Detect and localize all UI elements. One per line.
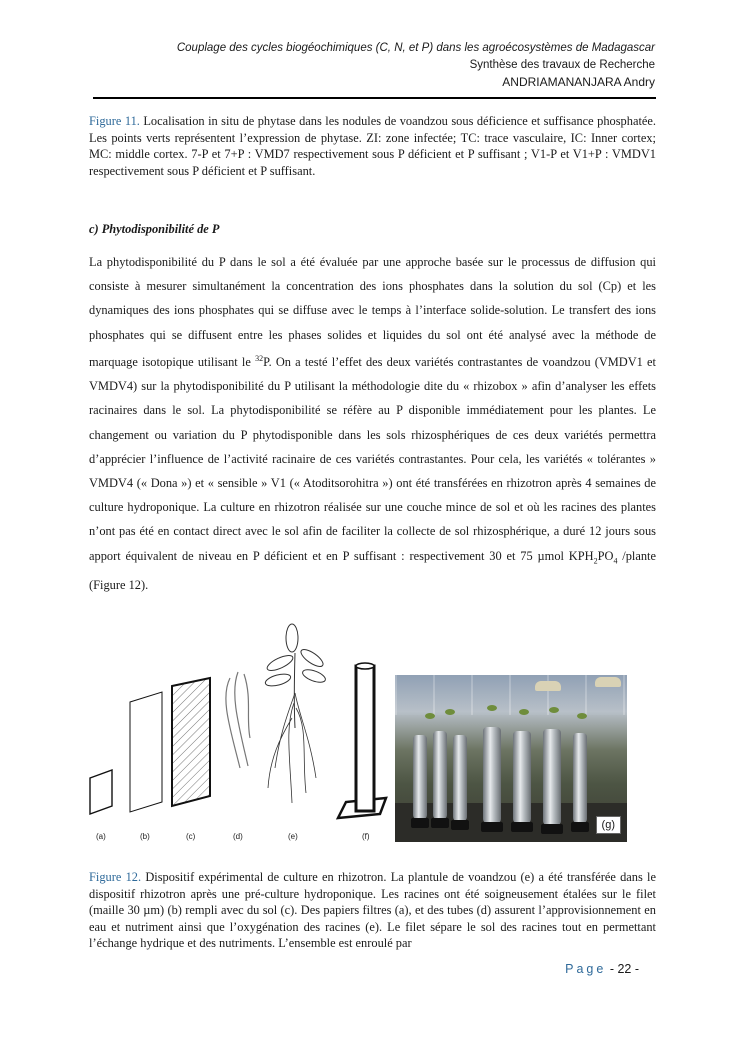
header-author: ANDRIAMANANJARA Andry <box>502 75 655 89</box>
figure-12 <box>80 618 640 848</box>
greenhouse-photo <box>395 675 627 842</box>
panel-label-d: (d) <box>233 832 243 841</box>
figure-12-text: Dispositif expérimental de culture en rhizotron. La plantule de voandzou (e) a été transférée dans le dispositif rhizotron après une pré-culture hydroponique. Les racines ont été soigneusement étalées sur le filet (maille 30 µm) (b) rempli avec du sol (c). Des papiers filtres (a), et des tubes (d) assurent l’approvisionnement en eau et nutriment ainsi que l’oxygénation des racines (e). Le filet sépare le sol des racines tout en permettant l’échange hydrique et des nutriments. L’ensemble est enroulé par <box>89 870 656 950</box>
filter-paper-drawing <box>90 770 112 814</box>
paragraph-part-2: P. On a testé l’effet des deux variétés contrastantes de voandzou (VMDV1 et VMDV4) sur la phytodisponibilité du P utilisant la méthodologie dite du « rhizobox » afin d’analyser les effets racinaires dans le sol. La phytodisponibilité se réfère au P disponible immédiatement pour les plantes. Le changement ou variation du P phytodisponible dans les sols rhizosphériques de ces deux variétés permettra d’apprécier l’influence de l’activité racinaire de ces variétés contrastantes. Pour cela, les variétés « tolérantes » VMDV4 (« Dona ») et « sensible » V1 (« Atoditsorohitra ») ont été transférées en rhizotron après 4 semaines de culture hydroponique. La culture en rhizotron réalisée sur une couche mince de sol et où les racines des plantes n’ont pas été en contact direct avec le sol afin de faciliter la collecte de sol rhizosphérique, a duré 12 jours sous apport équivalent de niveau en P déficient et en P suffisant : respectivement 30 et 75 µmol KPH <box>89 354 656 563</box>
panel-label-a: (a) <box>96 832 106 841</box>
body-paragraph <box>89 250 656 597</box>
figure-11-text: Localisation in situ de phytase dans les nodules de voandzou sous déficience et suffisance phosphatée. Les points verts représentent l’expression de phytase. ZI: zone infectée; TC: trace vasculaire, IC: Inner cortex; MC: middle cortex. 7-P et 7+P : VMD7 respectivement sous P déficient et P suffisant ; V1-P et V1+P : VMDV1 respectivement sous P déficient et P suffisant. <box>89 114 656 178</box>
formula-subscript-1: 2 <box>593 556 598 566</box>
panel-label-g: (g) <box>596 816 621 834</box>
panel-label-f: (f) <box>362 832 370 841</box>
panel-label-e: (e) <box>288 832 298 841</box>
paragraph-part-3: /plante (Figure 12). <box>89 548 656 593</box>
page-number: - 22 - <box>609 962 639 976</box>
running-header <box>177 40 655 91</box>
header-rule <box>93 97 656 99</box>
plant-drawing <box>264 624 327 803</box>
paragraph-part-1: La phytodisponibilité du P dans le sol a été évaluée par une approche basée sur le processus de diffusion qui consiste à mesurer simultanément la concentration des ions phosphates dans la solution du sol (Cp) et les dynamiques des ions phosphates qui se diffuse avec le temps à l’interface solide-solution. Le transfert des ions phosphates qui se diffusent entre les phases solides et liquides du sol ont été analysé avec la méthode de marquage isotopique utilisant le <box>89 255 656 369</box>
panel-label-b: (b) <box>140 832 150 841</box>
isotope-superscript: 32 <box>255 353 264 363</box>
section-title: c) Phytodisponibilité de P <box>89 222 220 236</box>
rhizotron-tube-drawing <box>338 663 386 818</box>
formula-middle: PO <box>597 548 614 563</box>
formula-subscript-2: 4 <box>613 556 618 566</box>
header-subtitle: Synthèse des travaux de Recherche <box>469 59 655 71</box>
panel-label-c: (c) <box>186 832 196 841</box>
soil-layer-drawing <box>172 678 210 806</box>
page-footer <box>565 962 639 976</box>
rhizotron-schematic <box>80 618 400 848</box>
figure-11-label: Figure 11. <box>89 114 140 128</box>
header-title: Couplage des cycles biogéochimiques (C, N, et P) dans les agroécosystèmes de Madagascar <box>176 42 655 54</box>
tubes-drawing <box>226 672 250 768</box>
figure-12-caption <box>89 869 656 952</box>
page-word: Page <box>565 962 607 976</box>
net-drawing <box>130 692 162 812</box>
figure-11-caption <box>89 113 656 179</box>
figure-12-label: Figure 12. <box>89 870 142 884</box>
